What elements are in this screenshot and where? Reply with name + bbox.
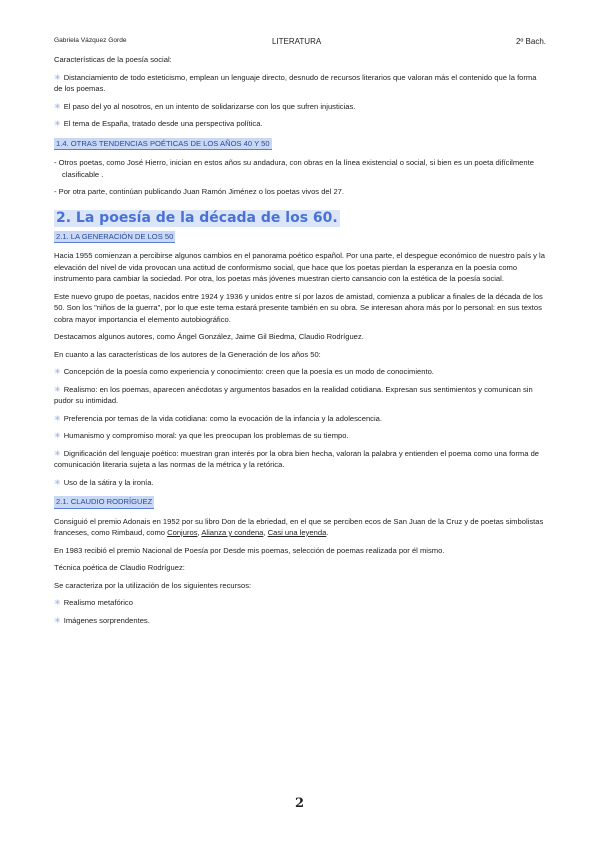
list-item: - Por otra parte, continúan publicando Juan Ramón Jiménez o los poetas vivos del 27. bbox=[54, 187, 344, 196]
page-content bbox=[54, 54, 547, 632]
page-number: 2 bbox=[294, 796, 305, 811]
paragraph: Se caracteriza por la utilización de los siguientes recursos: bbox=[54, 580, 252, 590]
bullet-icon: ✳ bbox=[54, 477, 61, 487]
header-subject: LITERATURA bbox=[272, 37, 322, 46]
bullet-icon: ✳ bbox=[54, 431, 61, 440]
list-item: ✳ Humanismo y compromiso moral: ya que les preocupan los problemas de su tiempo. bbox=[54, 431, 349, 440]
work-link[interactable]: Alianza y condena bbox=[201, 528, 264, 537]
paragraph: Hacia 1955 comienzan a percibirse algunos cambios en el panorama poético español. Por una parte, el despegue económico de nuestro país y la elevación del nivel de vida provocan una actitud de conformismo social, que hace que los poetas pierdan la esperanza en la poesía como instrumento para cambiar la sociedad. Por otra, los poetas más jóvenes muestran cierto cansancio con la estética de la poesía social. bbox=[54, 251, 545, 283]
list-item: ✳ El tema de España, tratado desde una perspectiva política. bbox=[54, 119, 263, 128]
list-item: - Otros poetas, como José Hierro, inician en estos años su andadura, con obras en la línea existencial o social, si bien es un poeta difícilmente clasificable . bbox=[54, 158, 534, 179]
bullet-icon: ✳ bbox=[54, 101, 61, 111]
bullet-icon: ✳ bbox=[54, 119, 61, 128]
header-course: 2º Bach. bbox=[515, 37, 546, 46]
paragraph: En 1983 recibió el premio Nacional de Poesía por Desde mis poemas, selección de poemas realizada por él mismo. bbox=[54, 545, 445, 555]
bullet-icon: ✳ bbox=[54, 413, 61, 423]
section-heading-1-4: 1.4. OTRAS TENDENCIAS POÉTICAS DE LOS AÑOS 40 Y 50 bbox=[54, 138, 272, 151]
work-link[interactable]: Casi una leyenda bbox=[267, 528, 327, 537]
list-item: ✳ El paso del yo al nosotros, en un intento de solidarizarse con los que sufren injusticias. bbox=[54, 101, 356, 111]
paragraph: En cuanto a las características de los autores de la Generación de los años 50: bbox=[54, 349, 321, 359]
bullet-icon: ✳ bbox=[54, 598, 61, 607]
bullet-icon: ✳ bbox=[54, 384, 61, 394]
list-item: ✳ Concepción de la poesía como experiencia y conocimiento: creen que la poesía es un modo de conocimiento. bbox=[54, 367, 434, 376]
chapter-heading: 2. La poesía de la década de los 60. bbox=[56, 209, 338, 226]
work-link[interactable]: Conjuros bbox=[167, 528, 198, 537]
section-heading-2-1: 2.1. LA GENERACIÓN DE LOS 50 bbox=[54, 231, 175, 244]
section-heading-claudio: 2.1. CLAUDIO RODRÍGUEZ bbox=[54, 496, 154, 509]
intro-label: Características de la poesía social: bbox=[54, 55, 172, 64]
header-author: Gabriela Vázquez Gorde bbox=[54, 37, 127, 44]
bullet-icon: ✳ bbox=[54, 367, 61, 376]
paragraph: Técnica poética de Claudio Rodríguez: bbox=[54, 563, 185, 572]
bullet-icon: ✳ bbox=[54, 72, 61, 82]
list-item: ✳ Realismo: en los poemas, aparecen anécdotas y argumentos basados en la realidad cotidiana. Expresan sus sentimientos y comunican sin pudor su intimidad. bbox=[54, 384, 533, 405]
bullet-icon: ✳ bbox=[54, 448, 61, 458]
list-item: ✳ Preferencia por temas de la vida cotidiana: como la evocación de la infancia y la adolescencia. bbox=[54, 413, 382, 423]
list-item: ✳ Imágenes sorprendentes. bbox=[54, 615, 150, 625]
list-item: ✳ Uso de la sátira y la ironía. bbox=[54, 477, 154, 487]
paragraph: Destacamos algunos autores, como Ángel González, Jaime Gil Biedma, Claudio Rodríguez. bbox=[54, 332, 364, 341]
list-item: ✳ Realismo metafórico bbox=[54, 598, 133, 607]
paragraph: Este nuevo grupo de poetas, nacidos entre 1924 y 1936 y unidos entre sí por lazos de amistad, comienza a publicar a finales de la década de los 50. Son los "niños de la guerra", por lo que este tema estará presente también en su obra. Se interesan ahora más por lo personal: en sus textos cobra mayor importancia el elemento autobiográfico. bbox=[54, 291, 543, 324]
list-item: ✳ Dignificación del lenguaje poético: muestran gran interés por la obra bien hecha, valoran la palabra y entienden el poema como una forma de comunicación literaria sujeta a las normas de la métrica y la retórica. bbox=[54, 448, 540, 469]
bullet-icon: ✳ bbox=[54, 615, 61, 625]
paragraph: Consiguió el premio Adonais en 1952 por su libro Don de la ebriedad, en el que se perciben ecos de San Juan de la Cruz y de poetas simbolistas franceses, como Rimbaud, como Conjuros, Alianza y condena, Casi una leyenda. bbox=[54, 516, 544, 537]
list-item: ✳ Distanciamiento de todo esteticismo, emplean un lenguaje directo, desnudo de recursos literarios que valoran más el contenido que la forma de los poemas. bbox=[54, 72, 537, 93]
